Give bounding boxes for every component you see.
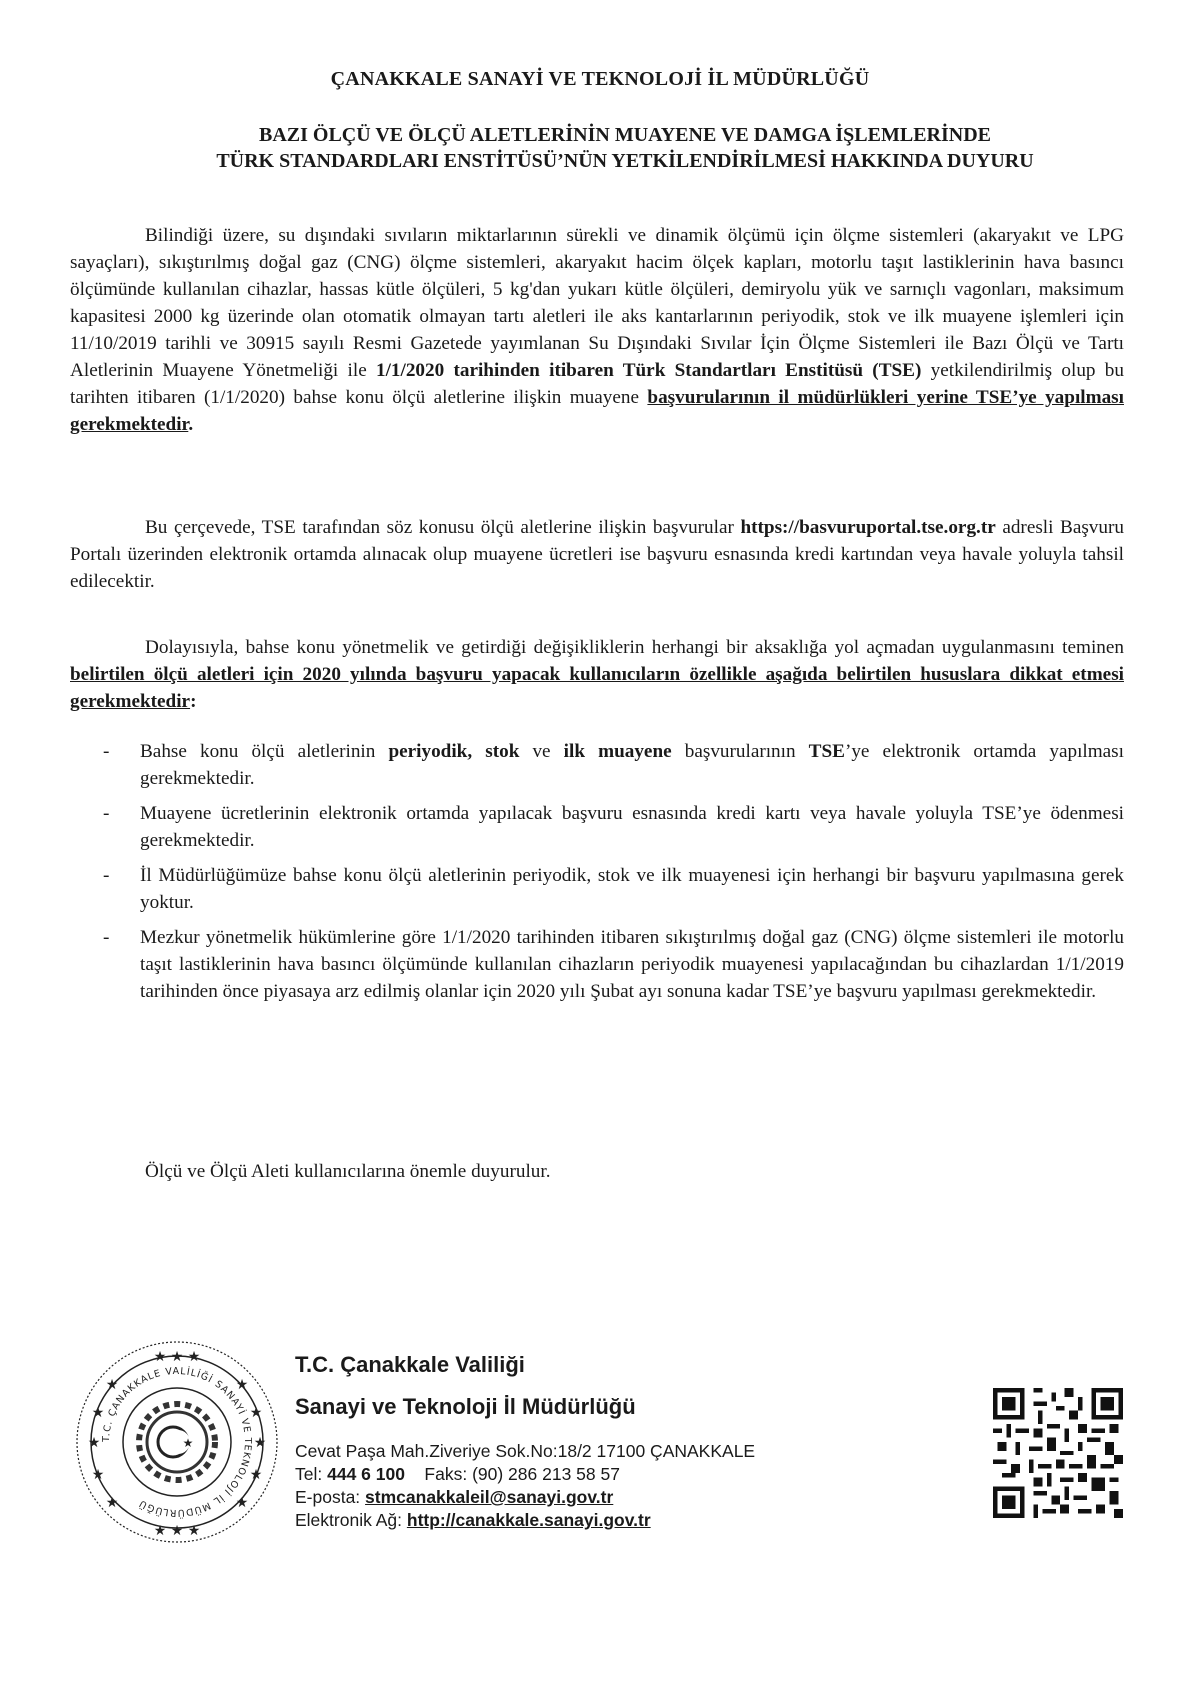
ministry-seal-logo <box>72 1337 282 1547</box>
svg-text:★: ★ <box>91 1405 105 1421</box>
subject-line-2: TÜRK STANDARDLARI ENSTİTÜSÜ’NÜN YETKİLENDİRİLMESİ HAKKINDA DUYURU <box>216 150 1034 172</box>
svg-text:★: ★ <box>249 1405 263 1421</box>
footer-governorship: T.C. Çanakkale Valiliği <box>295 1352 525 1377</box>
svg-text:★: ★ <box>235 1377 249 1393</box>
svg-text:★: ★ <box>253 1435 267 1451</box>
footer-web-line <box>295 1509 755 1532</box>
list-dash: - <box>103 927 110 948</box>
svg-text:★: ★ <box>235 1495 249 1511</box>
paragraph-2-text-a: Bu çerçevede, TSE tarafından söz konusu ölçü aletlerine ilişkin başvurular <box>145 517 741 538</box>
list-item-1-bold-tse: TSE <box>808 741 845 762</box>
footer-directorate: Sanayi ve Teknoloji İl Müdürlüğü <box>295 1394 636 1419</box>
paragraph-1-end: . <box>188 414 194 435</box>
closing-statement: Ölçü ve Ölçü Aleti kullanıcılarına önemle duyurulur. <box>145 1161 551 1182</box>
tel-label: Tel: <box>295 1464 328 1484</box>
subject-line-1: BAZI ÖLÇÜ VE ÖLÇÜ ALETLERİNİN MUAYENE VE DAMGA İŞLEMLERİNDE <box>258 124 991 146</box>
requirements-list <box>70 738 1124 1013</box>
website-link[interactable]: http://canakkale.sanayi.gov.tr <box>406 1510 651 1530</box>
paragraph-1-text-a: Bilindiği üzere, su dışındaki sıvıların miktarlarının sürekli ve dinamik ölçümü için ölçme sistemleri (akaryakıt ve LPG sayaçları), sıkıştırılmış doğal gaz (CNG) ölçme sistemleri, akaryakıt hacim ölçek kapları, motorlu taşıt lastiklerinin hava basıncı ölçümünde kullanılan cihazlar, hassas kütle ölçüleri, 5 kg'dan yukarı kütle ölçüleri, demiryolu yük ve sarnıçlı vagonları, maksimum kapasitesi 2000 kg üzerinde olan otomatik olmayan tartı aletleri ile aks kantarlarının periyodik, stok ve ilk muayene işlemleri için 11/10/2019 tarihli ve 30915 sayılı Resmi Gazetede yayımlanan Su Dışındaki Sıvılar İçin Ölçme Sistemleri ile Bazı Ölçü ve Tartı Aletlerinin Muayene Yönetmeliği ile <box>70 225 1124 381</box>
list-item-1-and: ve <box>519 741 564 762</box>
list-item <box>70 800 1124 854</box>
svg-text:★: ★ <box>105 1495 119 1511</box>
list-item-1-bold-periodic: periyodik, <box>388 741 473 762</box>
list-item-1-text-3: ’ye elektronik ortamda yapılması gerekmektedir. <box>140 741 1124 789</box>
paragraph-1-bold: 1/1/2020 tarihinden itibaren Türk Standartları Enstitüsü (TSE) <box>375 360 922 381</box>
footer-contact <box>295 1352 755 1532</box>
seal-ring-text: T.C. ÇANAKKALE VALİLİĞİ SANAYİ VE TEKNOLOJİ İL MÜDÜRLÜĞÜ <box>100 1365 254 1519</box>
paragraph-2-text-b: adresli Başvuru Portalı üzerinden elektronik ortamda alınacak olup muayene ücretleri ise başvuru esnasında kredi kartından veya havale yoluyla tahsil edilecektir. <box>70 517 1124 592</box>
list-item-3-text: İl Müdürlüğümüze bahse konu ölçü aletlerinin periyodik, stok ve ilk muayenesi için herhangi bir başvuru yapılmasına gerek yoktur. <box>140 865 1124 913</box>
paragraph-1-text-b: yetkilendirilmiş olup bu tarihten itibaren (1/1/2020) bahse konu ölçü aletlerine ilişkin muayene <box>70 360 1124 408</box>
svg-text:★ ★ ★: ★ ★ ★ <box>153 1523 201 1539</box>
list-item-4-text: Mezkur yönetmelik hükümlerine göre 1/1/2020 tarihinden itibaren sıkıştırılmış doğal gaz (CNG) ölçme sistemleri ile motorlu taşıt lastiklerinin hava basıncı ölçümünde kullanılan cihazların periyodik muayenesi yapılacağından bu cihazlardan 1/1/2019 tarihinden önce piyasaya arz edilmiş olanlar için 2020 yılı Şubat ayı sonuna kadar TSE’ye başvuru yapılması gerekmektedir. <box>140 927 1124 1002</box>
list-item-2-text: Muayene ücretlerinin elektronik ortamda yapılacak başvuru esnasında kredi kartı veya havale yoluyla TSE’ye ödenmesi gerekmektedir. <box>140 803 1124 851</box>
list-dash: - <box>103 803 110 824</box>
paragraph-1 <box>70 222 1124 438</box>
paragraph-3-underlined: belirtilen ölçü aletleri için 2020 yılında başvuru yapacak kullanıcıların özellikle aşağıda belirtilen hususlara dikkat etmesi gerekmektedir <box>70 664 1124 712</box>
svg-text:★: ★ <box>105 1377 119 1393</box>
footer-phone-line <box>295 1463 755 1486</box>
list-item <box>70 862 1124 916</box>
list-item-1-space <box>472 741 485 762</box>
email-label: E-posta: <box>295 1487 366 1507</box>
svg-text:★: ★ <box>182 1436 194 1450</box>
list-item-1-text-2: başvurularının <box>671 741 809 762</box>
tel-number: 444 6 100 <box>327 1464 405 1484</box>
svg-text:★: ★ <box>249 1467 263 1483</box>
paragraph-2 <box>70 514 1124 595</box>
paragraph-3 <box>70 634 1124 715</box>
web-label: Elektronik Ağ: <box>295 1510 407 1530</box>
paragraph-1-underlined: başvurularının il müdürlükleri yerine TSE’ye yapılması gerekmektedir <box>70 387 1124 435</box>
qr-code <box>993 1388 1123 1518</box>
list-item <box>70 924 1124 1005</box>
list-dash: - <box>103 741 110 762</box>
list-item-1-bold-initial: ilk muayene <box>563 741 672 762</box>
list-item-1-bold-stock: stok <box>485 741 520 762</box>
subject-title <box>130 122 1120 174</box>
org-title: ÇANAKKALE SANAYİ VE TEKNOLOJİ İL MÜDÜRLÜĞÜ <box>330 68 870 90</box>
svg-text:★ ★ ★: ★ ★ ★ <box>153 1349 201 1365</box>
footer-email-line <box>295 1486 755 1509</box>
list-item-1-text: Bahse konu ölçü aletlerinin <box>140 741 389 762</box>
footer-address: Cevat Paşa Mah.Ziveriye Sok.No:18/2 17100 ÇANAKKALE <box>295 1441 756 1461</box>
paragraph-3-text-a: Dolayısıyla, bahse konu yönetmelik ve getirdiği değişikliklerin herhangi bir aksaklığa yol açmadan uygulanmasını teminen <box>145 637 1124 658</box>
portal-url: https://basvuruportal.tse.org.tr <box>740 517 996 538</box>
list-item <box>70 738 1124 792</box>
list-dash: - <box>103 865 110 886</box>
svg-text:★: ★ <box>91 1467 105 1483</box>
svg-text:★: ★ <box>87 1435 101 1451</box>
fax-text: Faks: (90) 286 213 58 57 <box>404 1464 620 1484</box>
paragraph-3-end: : <box>190 691 197 712</box>
email-link[interactable]: stmcanakkaleil@sanayi.gov.tr <box>365 1487 614 1507</box>
